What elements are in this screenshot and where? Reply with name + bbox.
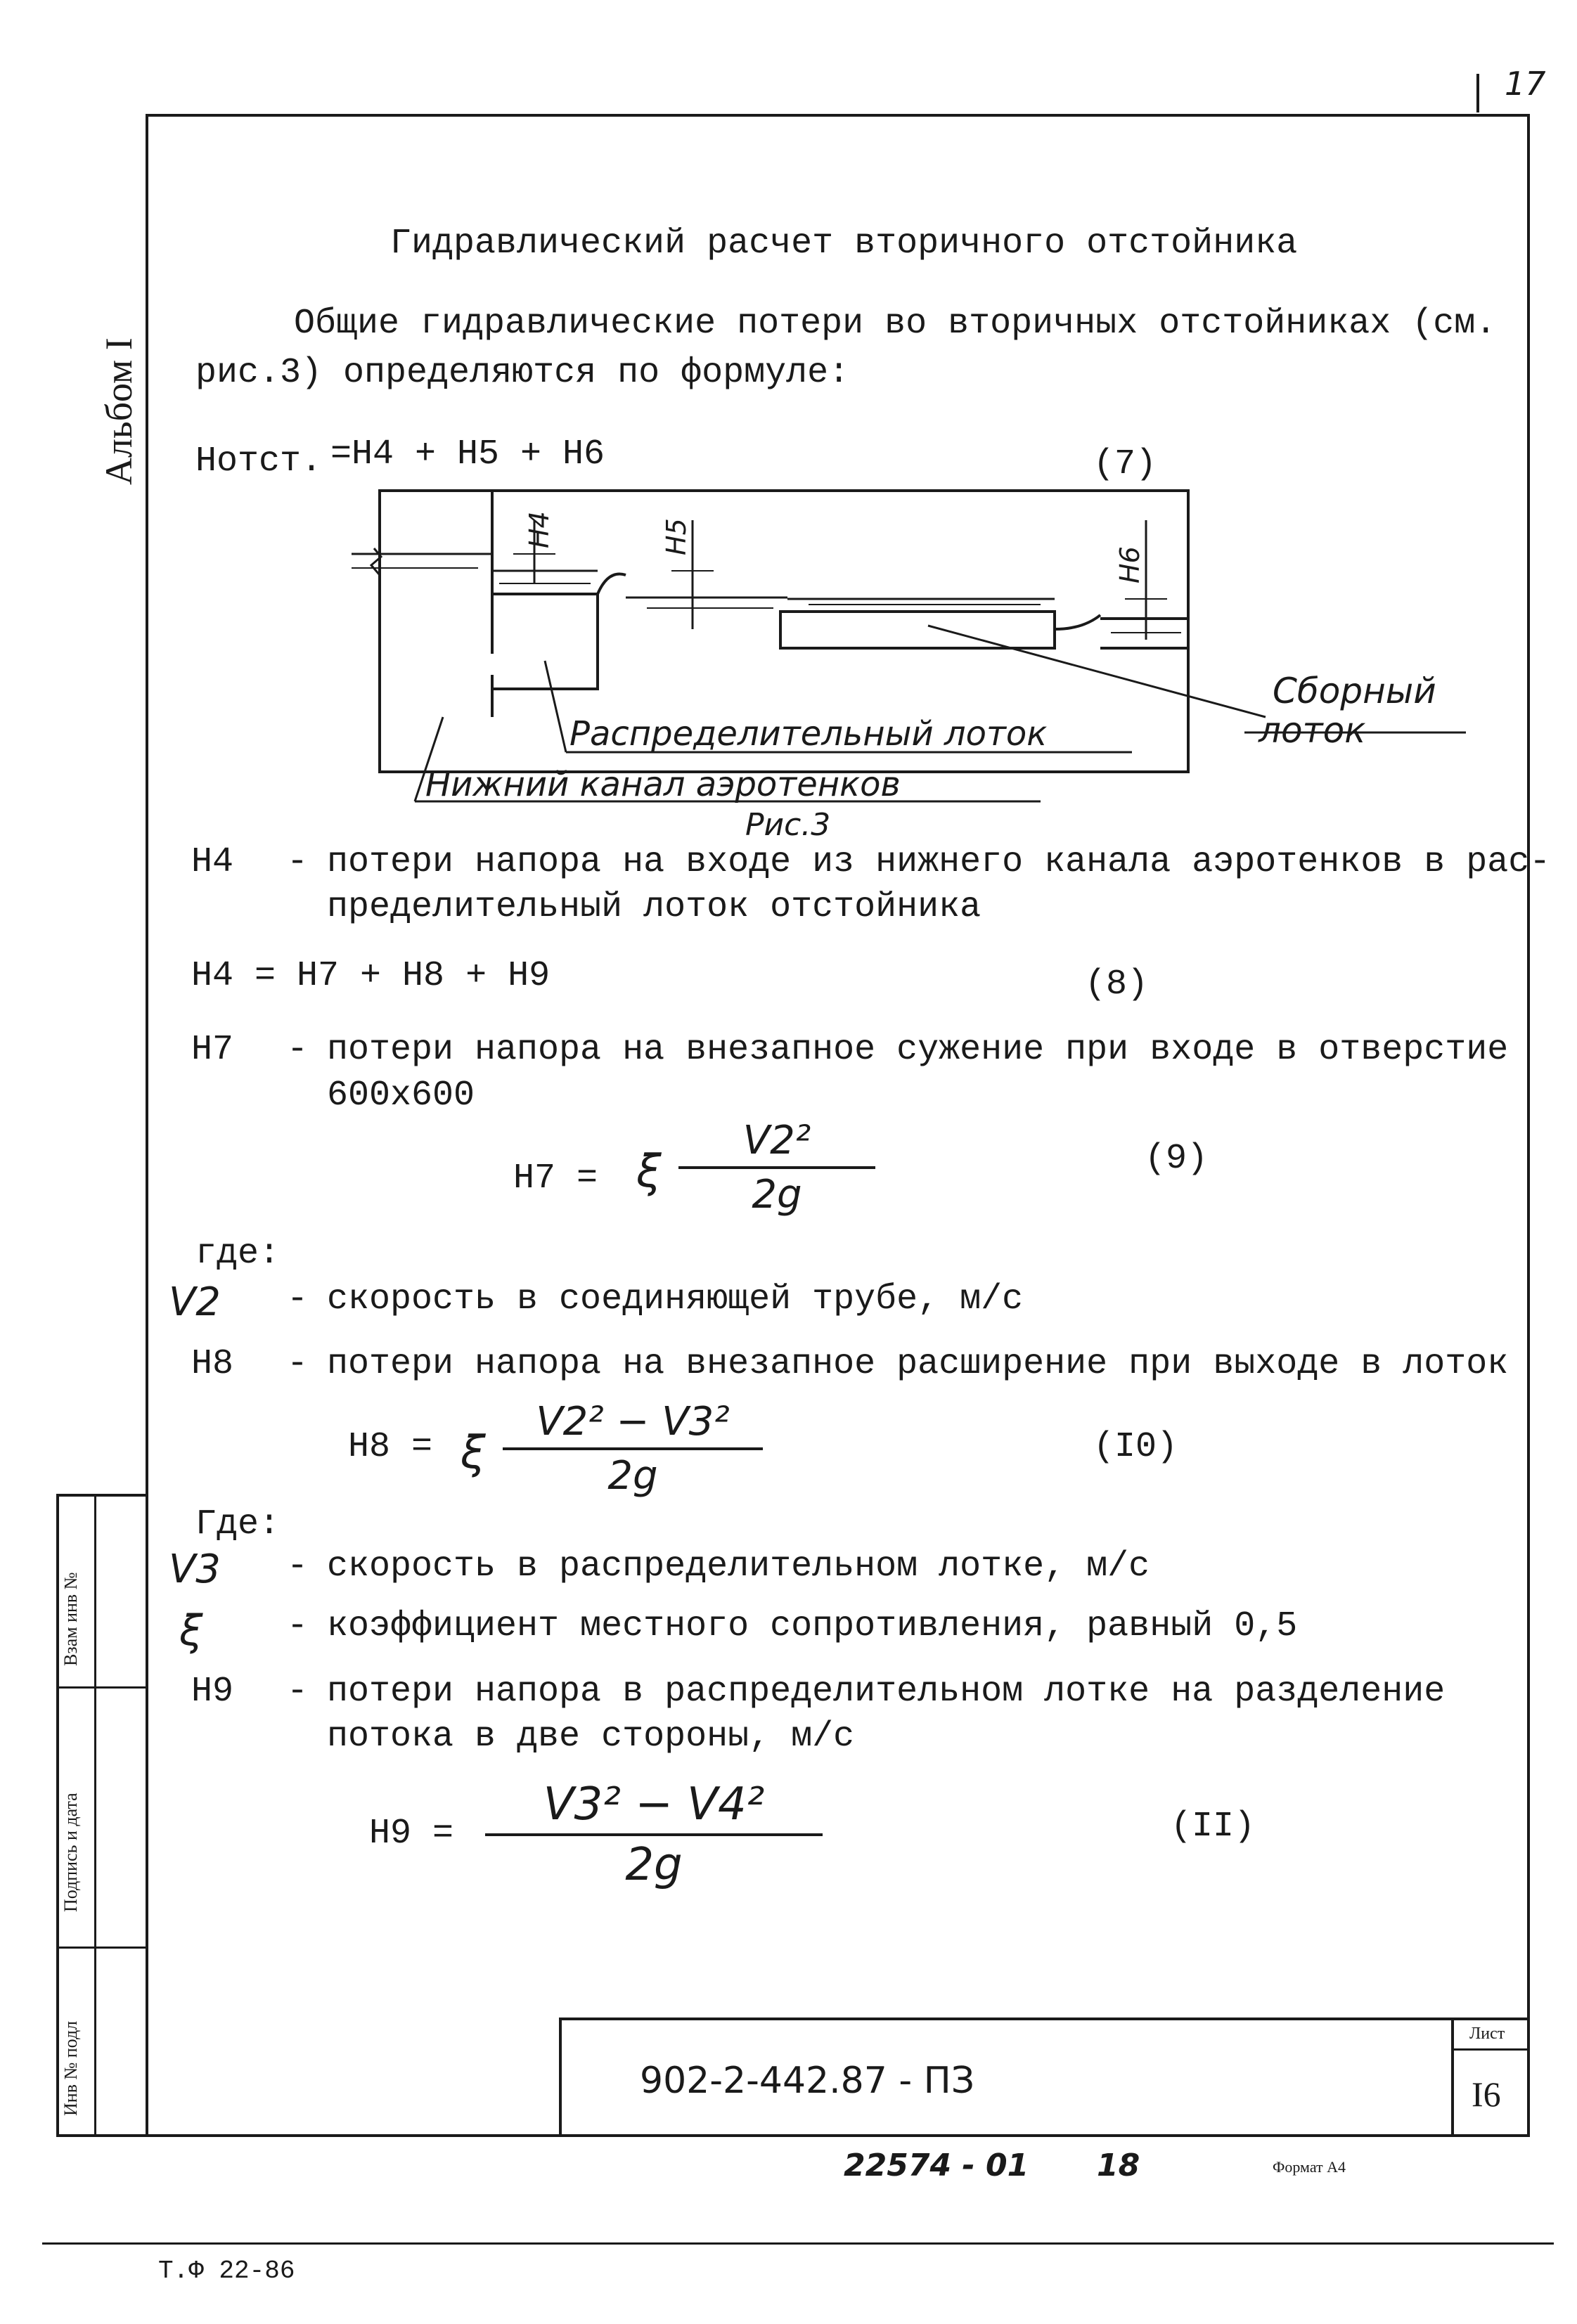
figure-distribution-tray-label: Распределительный лоток (569, 714, 1048, 754)
title-block-sheet-label: Лист (1469, 2025, 1505, 2043)
def-h4-symbol: H4 (191, 842, 234, 882)
def-h7-symbol: H7 (191, 1030, 234, 1070)
formula-10-lhs: H8 = (348, 1427, 433, 1467)
def-h9-symbol: H9 (191, 1672, 234, 1712)
formula-8-number: (8) (1085, 964, 1149, 1005)
formula-10-fraction (503, 1399, 763, 1499)
def-v2-line-1: скорость в соединяющей трубе, м/с (327, 1279, 1024, 1319)
def-xi-dash: - (287, 1606, 309, 1646)
def-h9-dash: - (287, 1672, 309, 1712)
intro-line-2: рис.3) определяются по формуле: (195, 353, 850, 393)
def-h4-line-2: пределительный лоток отстойника (327, 887, 981, 927)
intro-line-1: Общие гидравлические потери во вторичных отстойниках (см. (294, 304, 1497, 344)
def-h9-line-1: потери напора в распределительном лотке на разделение (327, 1672, 1446, 1712)
formula-10-coefficient: ξ (461, 1427, 486, 1479)
formula-11-lhs: H9 = (369, 1814, 454, 1854)
page-title: Гидравлический расчет вторичного отстойника (390, 224, 1298, 264)
formula-11-bar (485, 1833, 823, 1836)
formula-11-numerator: V3² − V4² (543, 1778, 765, 1831)
footer-format: Формат А4 (1273, 2158, 1346, 2176)
def-v2-dash: - (287, 1279, 309, 1319)
formula-7-lhs: Hотст. (195, 441, 323, 482)
side-stamp-cell-2: Подпись и дата (60, 1793, 81, 1912)
where-label-1: где: (195, 1234, 281, 1274)
formula-10-denominator: 2g (607, 1453, 658, 1499)
formula-11-fraction (485, 1778, 823, 1891)
def-v3-dash: - (287, 1547, 309, 1587)
page-number-tick (1476, 74, 1479, 112)
def-xi-line-1: коэффициент местного сопротивления, равный 0,5 (327, 1606, 1298, 1646)
formula-9-fraction (678, 1118, 875, 1218)
formula-9-denominator: 2g (752, 1172, 802, 1218)
def-xi-symbol: ξ (179, 1606, 203, 1655)
frame-top (146, 114, 1530, 117)
figure-label-h6: H6 (1114, 546, 1145, 583)
figure-collecting-tray-label-2: лоток (1259, 710, 1366, 751)
frame-left (146, 114, 148, 2137)
side-stamp-cell-1: Взам инв № (60, 1572, 81, 1666)
figure-label-h4: H4 (524, 511, 555, 548)
def-h9-line-2: потока в две стороны, м/с (327, 1717, 855, 1757)
def-v3-symbol: V3 (169, 1547, 221, 1592)
formula-10-bar (503, 1447, 763, 1450)
def-v3-line-1: скорость в распределительном лотке, м/с (327, 1547, 1150, 1587)
figure-label-h5: H5 (661, 518, 692, 555)
where-label-2: Где: (195, 1504, 281, 1544)
formula-9-number: (9) (1145, 1139, 1209, 1179)
stamp-bottom: Т.Ф 22-86 (158, 2257, 295, 2285)
side-stamp-cell-3: Инв № подл (60, 2020, 81, 2116)
album-label: Альбом I (98, 337, 140, 485)
def-h7-dash: - (287, 1030, 309, 1070)
def-h8-line-1: потери напора на внезапное расширение при выходе в лоток (327, 1344, 1509, 1384)
formula-10-numerator: V2² − V3² (536, 1399, 730, 1445)
def-h7-line-1: потери напора на внезапное сужение при входе в отверстие (327, 1030, 1509, 1070)
def-h7-line-2: 600х600 (327, 1076, 475, 1116)
formula-9-lhs: H7 = (513, 1158, 598, 1199)
formula-11-number: (II) (1171, 1807, 1256, 1847)
figure-caption: Рис.3 (745, 807, 831, 843)
formula-9-numerator: V2² (742, 1118, 811, 1163)
figure-collecting-tray-label-1: Сборный (1273, 671, 1436, 711)
def-h8-symbol: H8 (191, 1344, 234, 1384)
def-h8-dash: - (287, 1344, 309, 1384)
formula-7-rhs: =H4 + H5 + H6 (330, 434, 605, 475)
formula-9-coefficient: ξ (636, 1146, 662, 1198)
formula-7-number: (7) (1093, 444, 1157, 484)
frame-right (1527, 114, 1530, 2137)
formula-10-number: (I0) (1093, 1427, 1178, 1467)
def-v2-symbol: V2 (169, 1279, 221, 1325)
footer-order: 22574 - 01 (844, 2148, 1029, 2183)
footer-separator (42, 2242, 1554, 2245)
def-h4-dash: - (287, 842, 309, 882)
def-h4-line-1: потери напора на входе из нижнего канала аэротенков в рас- (327, 842, 1551, 882)
formula-11-denominator: 2g (625, 1839, 683, 1891)
figure-lower-channel-label: Нижний канал аэротенков (425, 765, 901, 804)
formula-8: H4 = H7 + H8 + H9 (191, 956, 551, 996)
page-number-top: 17 (1505, 65, 1546, 103)
figure-3-diagram (337, 478, 1491, 844)
formula-9-bar (678, 1166, 875, 1169)
title-block-sheet-number: I6 (1472, 2074, 1501, 2114)
title-block-doc-code: 902-2-442.87 - ПЗ (640, 2060, 975, 2102)
footer-page: 18 (1097, 2148, 1140, 2183)
